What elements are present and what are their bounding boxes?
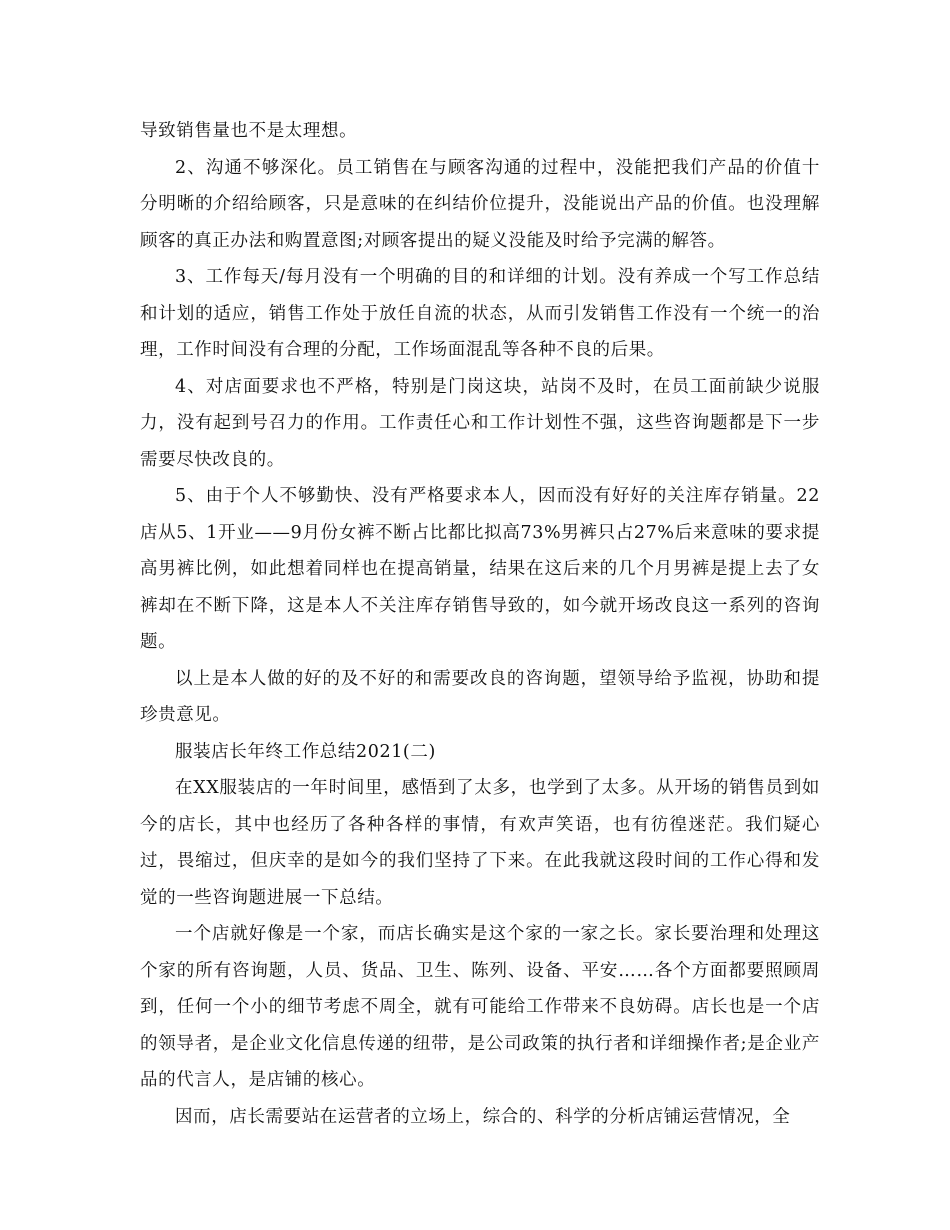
paragraph-store-as-family: 一个店就好像是一个家，而店长确实是这个家的一家之长。家长要治理和处理这个家的所有咨询题，人员、货品、卫生、陈列、设备、平安……各个方面都要照顾周到，任何一个小的细节考虑不周全，就有可能给工作带来不良妨碍。店长也是一个店的领导者，是企业文化信息传递的纽带，是公司政策的执行者和详细操作者;是企业产品的代言人，是店铺的核心。 bbox=[140, 924, 820, 1090]
paragraph-intro: 在XX服装店的一年时间里，感悟到了太多，也学到了太多。从开场的销售员到如今的店长，其中也经历了各种各样的事情，有欢声笑语，也有彷徨迷茫。我们疑心过，畏缩过，但庆幸的是如今的我们坚持了下来。在此我就这段时间的工作心得和发觉的一些咨询题进展一下总结。 bbox=[140, 778, 820, 908]
section-heading: 服装店长年终工作总结2021(二) bbox=[175, 741, 436, 762]
paragraph-continuation: 导致销售量也不是太理想。 bbox=[140, 121, 358, 141]
paragraph-point-5: 5、由于个人不够勤快、没有严格要求本人，因而没有好好的关注库存销量。22店从5、1开业——9月份女裤不断占比都比拟高73%男裤只占27%后来意味的要求提高男裤比例，如此想着同样也在提高销量，结果在这后来的几个月男裤是提上去了女裤却在不断下降，这是本人不关注库存销售导致的，如今就开场改良这一系列的咨询题。 bbox=[140, 486, 820, 652]
document-body bbox=[140, 113, 820, 1135]
paragraph-conclusion: 以上是本人做的好的及不好的和需要改良的咨询题，望领导给予监视，协助和提珍贵意见。 bbox=[140, 668, 820, 725]
paragraph-manager-role: 因而，店长需要站在运营者的立场上，综合的、科学的分析店铺运营情况，全 bbox=[175, 1106, 791, 1127]
paragraph-point-4: 4、对店面要求也不严格，特别是门岗这块，站岗不及时，在员工面前缺少说服力，没有起到号召力的作用。工作责任心和工作计划性不强，这些咨询题都是下一步需要尽快改良的。 bbox=[140, 376, 820, 470]
paragraph-point-2: 2、沟通不够深化。员工销售在与顾客沟通的过程中，没能把我们产品的价值十分明晰的介绍给顾客，只是意味的在纠结价位提升，没能说出产品的价值。也没理解顾客的真正办法和购置意图;对顾客提出的疑义没能及时给予完满的解答。 bbox=[140, 157, 820, 251]
paragraph-point-3: 3、工作每天/每月没有一个明确的目的和详细的计划。没有养成一个写工作总结和计划的适应，销售工作处于放任自流的状态，从而引发销售工作没有一个统一的治理，工作时间没有合理的分配，工作场面混乱等各种不良的后果。 bbox=[140, 267, 820, 360]
